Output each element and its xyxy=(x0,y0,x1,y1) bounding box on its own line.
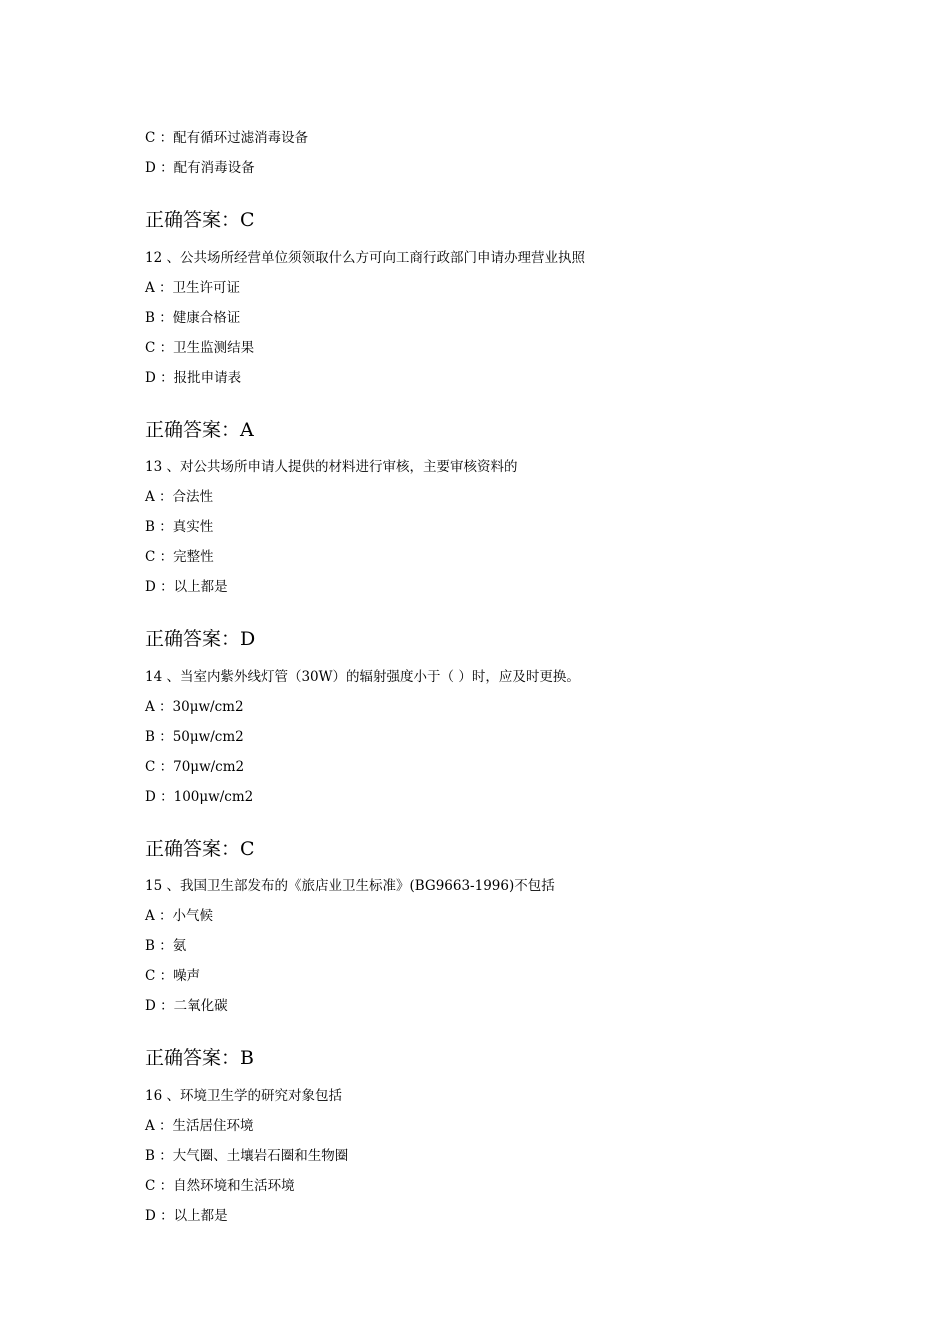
option-line: C ：70μw/cm2 xyxy=(145,759,245,775)
option-line: C ：噪声 xyxy=(145,968,201,984)
option-line: A ：30μw/cm2 xyxy=(145,699,244,715)
option-line: C ：卫生监测结果 xyxy=(145,340,255,356)
option-line: D ：二氧化碳 xyxy=(145,998,228,1014)
option-line: C ：完整性 xyxy=(145,549,214,565)
option-line: C ：自然环境和生活环境 xyxy=(145,1178,295,1194)
question-line: 16 、环境卫生学的研究对象包括 xyxy=(145,1088,342,1104)
correct-answer: 正确答案：C xyxy=(145,838,255,860)
question-line: 14 、当室内紫外线灯管（30W）的辐射强度小于（ ）时，应及时更换。 xyxy=(145,669,580,685)
option-line: D ：以上都是 xyxy=(145,1208,228,1224)
question-line: 12 、公共场所经营单位须领取什么方可向工商行政部门申请办理营业执照 xyxy=(145,250,585,266)
correct-answer: 正确答案：C xyxy=(145,209,255,231)
option-line: C ：配有循环过滤消毒设备 xyxy=(145,130,309,146)
option-line: D ：以上都是 xyxy=(145,579,228,595)
option-line: B ：真实性 xyxy=(145,519,214,535)
option-line: B ：大气圈、土壤岩石圈和生物圈 xyxy=(145,1148,349,1164)
correct-answer: 正确答案：B xyxy=(145,1047,254,1069)
question-line: 13 、对公共场所申请人提供的材料进行审核，主要审核资料的 xyxy=(145,459,518,475)
option-line: A ：卫生许可证 xyxy=(145,280,241,296)
option-line: B ：氨 xyxy=(145,938,187,954)
option-line: D ：100μw/cm2 xyxy=(145,789,254,805)
question-line: 15 、我国卫生部发布的《旅店业卫生标准》(BG9663-1996)不包括 xyxy=(145,878,555,894)
option-line: D ：配有消毒设备 xyxy=(145,160,255,176)
option-line: B ：50μw/cm2 xyxy=(145,729,244,745)
option-line: B ：健康合格证 xyxy=(145,310,241,326)
option-line: A ：小气候 xyxy=(145,908,214,924)
correct-answer: 正确答案：D xyxy=(145,628,256,650)
option-line: A ：合法性 xyxy=(145,489,214,505)
option-line: A ：生活居住环境 xyxy=(145,1118,254,1134)
option-line: D ：报批申请表 xyxy=(145,370,242,386)
correct-answer: 正确答案：A xyxy=(145,419,254,441)
